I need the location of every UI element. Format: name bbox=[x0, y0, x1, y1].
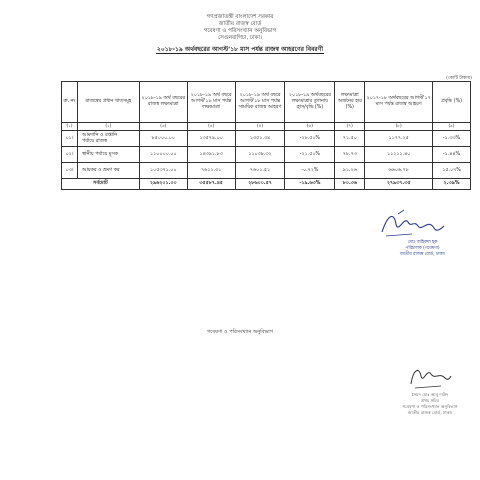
col-header-achievement: লক্ষ্যমাত্রা অর্জনের হার (%) bbox=[335, 82, 365, 123]
index-cell: (১) bbox=[62, 123, 78, 131]
index-cell: (৬) bbox=[285, 123, 335, 131]
second-signatory-designation: প্রথম সচিব bbox=[420, 398, 440, 403]
table-row bbox=[62, 131, 471, 147]
cell-achievement: ৭১.৫০ bbox=[335, 131, 365, 147]
table-header-row bbox=[62, 82, 471, 123]
cell-change: -২৮.৫০% bbox=[285, 131, 335, 147]
cell-category bbox=[77, 131, 139, 147]
cell-change: -০.৭২% bbox=[285, 163, 335, 179]
cell-aug-target: ৩৫৫৮৭.৪৫ bbox=[187, 179, 235, 190]
cell-total-label: সর্বমোট bbox=[62, 179, 140, 190]
col-header-growth: প্রবৃদ্ধি (%) bbox=[433, 82, 471, 123]
col-header-annual-target: ২০১৮-১৯ অর্থ বছরের রাজস্ব লক্ষ্যমাত্রা bbox=[139, 82, 187, 123]
cell-achievement: ৯১.২৬ bbox=[335, 163, 365, 179]
table-index-row bbox=[62, 123, 471, 131]
header-line-board: জাতীয় রাজস্ব বোর্ড bbox=[218, 21, 262, 27]
cell-category-line1: আমদানি ও রপ্তানি bbox=[81, 132, 118, 138]
second-signatory-name: সৈয়দ মোঃ আবু দাউদ bbox=[411, 392, 449, 397]
cell-annual-target: ১১০০০০.০০ bbox=[139, 147, 187, 163]
cell-aug-target: ১৪৩৯১.৮৩ bbox=[187, 147, 235, 163]
cell-sl: ০৩। bbox=[62, 163, 78, 179]
cell-growth: -১.৩৩% bbox=[433, 131, 471, 147]
header-line-address: সেগুনবাগিচা, ঢাকা। bbox=[217, 35, 263, 41]
cell-prev-year: ১১৭৭.২৫ bbox=[365, 131, 433, 147]
cell-collection: ১১০৩৮.৩২ bbox=[235, 147, 285, 163]
col-header-change: ২০১৮-১৯ অর্থবছরের লক্ষ্যমাত্রার তুলনায় হ্রাস/বৃদ্ধি (%) bbox=[285, 82, 335, 123]
cell-prev-year: ২৭৯৩৭.৩৫ bbox=[365, 179, 433, 190]
index-cell: (৩) bbox=[139, 123, 187, 131]
index-cell: (৫) bbox=[235, 123, 285, 131]
table-total-row bbox=[62, 179, 471, 190]
unit-note: (কোটি টাকায়) bbox=[446, 76, 472, 81]
cell-category-line2: পর্যায়ে রাজস্ব bbox=[81, 138, 107, 144]
document-title bbox=[0, 44, 480, 55]
cell-collection: ৭৬০১.৫১ bbox=[235, 163, 285, 179]
signatory-designation: পরিচালক (গবেষণা) bbox=[405, 246, 440, 251]
cell-growth: -১.৪৪% bbox=[433, 147, 471, 163]
cell-sl: ০১। bbox=[62, 131, 78, 147]
cell-achievement: ৮০.৩৬ bbox=[335, 179, 365, 190]
cell-aug-target: ৭৬১১.৩১ bbox=[187, 163, 235, 179]
cell-annual-target: ১০৫৩৭১.০০ bbox=[139, 163, 187, 179]
cell-aug-target: ১৩৫৭৯.০০ bbox=[187, 131, 235, 147]
second-signatory-wing: গবেষণা ও পরিসংখ্যান অনুবিভাগ bbox=[402, 404, 458, 409]
col-header-prev-year: ২০১৭-১৮ অর্থবছরের আগস্ট'১৭ মাস পর্যন্ত রাজস্ব আহরণ bbox=[365, 82, 433, 123]
signatory-office: জাতীয় রাজস্ব বোর্ড, ঢাকা। bbox=[399, 252, 446, 257]
cell-category bbox=[77, 147, 139, 163]
cell-category bbox=[77, 163, 139, 179]
second-signatory-office: জাতীয় রাজস্ব বোর্ড, ঢাকা। bbox=[407, 410, 453, 415]
cell-collection: ১৩৫১.৩৪ bbox=[235, 131, 285, 147]
cell-change: -২১.৫০% bbox=[285, 147, 335, 163]
table-row bbox=[62, 163, 471, 179]
handwritten-signature bbox=[378, 208, 448, 240]
col-header-collection: ২০১৮-১৯ অর্থ বছরে আগস্ট'১৮ মাস পর্যন্ত সাময়িক রাজস্ব আহরণ bbox=[235, 82, 285, 123]
index-cell: (৪) bbox=[187, 123, 235, 131]
col-header-category: রাজস্বের প্রধান খাতসমূহ bbox=[77, 82, 139, 123]
cell-growth: ১৫.০৭% bbox=[433, 163, 471, 179]
signatory-name: মোঃ জহিরুল হক bbox=[407, 240, 438, 245]
footer-wing-name: গবেষণা ও পরিসংখ্যান অনুবিভাগ bbox=[207, 329, 273, 335]
cell-annual-target: ৮৫০০০.০০ bbox=[139, 131, 187, 147]
cell-growth: ২.৩৯% bbox=[433, 179, 471, 190]
col-header-sl: ক্র. নং bbox=[62, 82, 78, 123]
cell-change: -১৯.৬৩% bbox=[285, 179, 335, 190]
header-line-wing: গবেষণা ও পরিসংখ্যান অনুবিভাগ bbox=[203, 28, 277, 34]
cell-category-line1: স্থানীয় পর্যায়ে মূসক bbox=[81, 151, 118, 157]
cell-prev-year: ৬৬০৬.৭৮ bbox=[365, 163, 433, 179]
document-title-text: ২০১৮-১৯ অর্থবছরের আগস্ট'১৮ মাস পর্যন্ত রাজস্ব আহরণের বিবরণী bbox=[156, 46, 324, 53]
cell-prev-year: ১১২১১.৪০ bbox=[365, 147, 433, 163]
col-header-aug-target: ২০১৮-১৯ অর্থ বছরে আগস্ট'১৮ মাস পর্যন্ত লক্ষ্যমাত্রা bbox=[187, 82, 235, 123]
index-cell: (৭) bbox=[335, 123, 365, 131]
header-line-government: গণপ্রজাতন্ত্রী বাংলাদেশ সরকার bbox=[206, 14, 274, 20]
index-cell: (২) bbox=[77, 123, 139, 131]
table-row bbox=[62, 147, 471, 163]
cell-annual-target: ২৯৬২০১.০০ bbox=[139, 179, 187, 190]
index-cell: (৯) bbox=[433, 123, 471, 131]
cell-sl: ০২। bbox=[62, 147, 78, 163]
cell-achievement: ৭৮.৭৩ bbox=[335, 147, 365, 163]
handwritten-initials bbox=[405, 362, 455, 390]
cell-collection: ২৮৬০০.৫৭ bbox=[235, 179, 285, 190]
index-cell: (৮) bbox=[365, 123, 433, 131]
revenue-table bbox=[61, 81, 471, 190]
cell-category-line1: আয়কর ও ভ্রমণ কর bbox=[81, 167, 120, 173]
